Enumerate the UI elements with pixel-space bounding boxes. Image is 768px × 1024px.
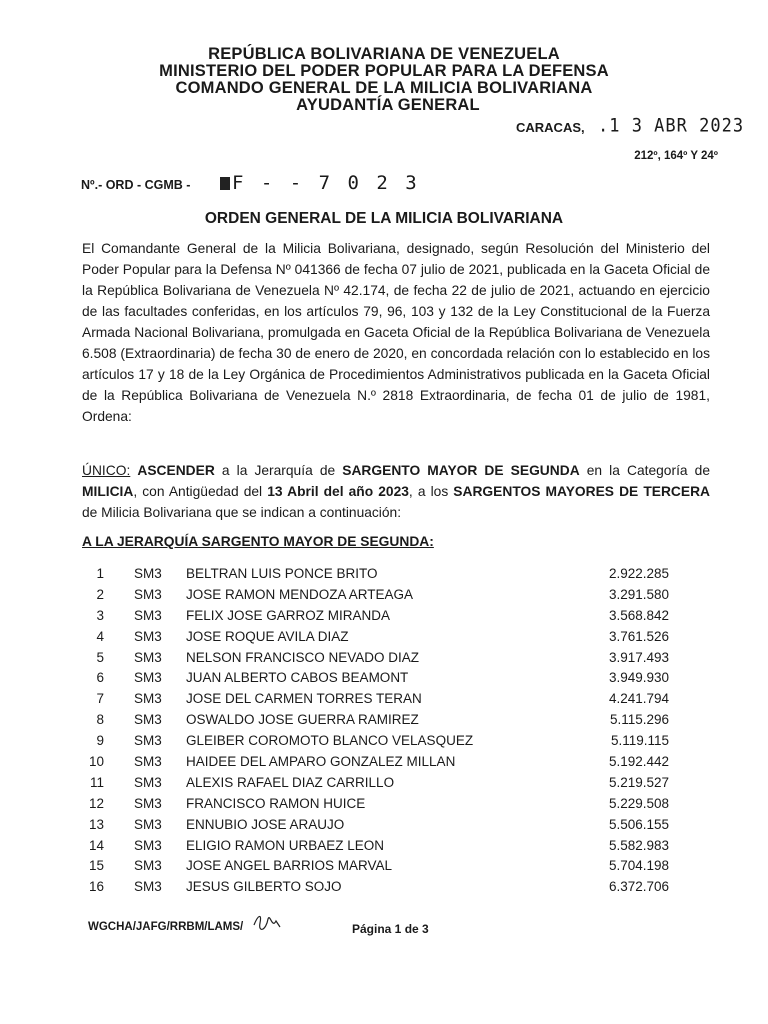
years-line: 212º, 164º Y 24º: [634, 150, 718, 162]
row-name: FRANCISCO RAMON HUICE: [186, 795, 366, 811]
row-name: JESUS GILBERTO SOJO: [186, 879, 342, 895]
row-name: ALEXIS RAFAEL DIAZ CARRILLO: [186, 774, 395, 790]
row-number: 13: [88, 816, 104, 832]
text-fragment: de Milicia Bolivariana que se indican a continuación:: [82, 505, 402, 520]
list-subheading: A LA JERARQUÍA SARGENTO MAYOR DE SEGUNDA:: [82, 534, 434, 549]
row-number: 3: [96, 607, 104, 623]
row-id: 4.241.794: [608, 691, 669, 707]
promotion-table: [82, 563, 669, 897]
unico-label: ÚNICO:: [82, 463, 131, 478]
text-fragment: a la Jerarquía de: [214, 463, 343, 478]
header-line-ministry: MINISTERIO DEL PODER POPULAR PARA LA DEFENSA: [159, 62, 609, 80]
row-number: 16: [88, 879, 104, 895]
footer-initials: WGCHA/JAFG/RRBM/LAMS/: [88, 921, 244, 933]
row-grade: SM3: [134, 565, 162, 581]
resolution-paragraph: [82, 460, 710, 523]
table-row: [82, 667, 669, 688]
category: MILICIA: [82, 484, 134, 499]
row-number: 7: [96, 691, 104, 707]
row-name: ENNUBIO JOSE ARAUJO: [186, 816, 345, 832]
table-row: [82, 605, 669, 626]
text-fragment: , a los: [408, 484, 454, 499]
row-grade: SM3: [134, 712, 162, 728]
row-id: 3.949.930: [608, 670, 669, 686]
row-number: 1: [96, 565, 104, 581]
row-id: 5.582.983: [608, 837, 669, 853]
row-number: 10: [88, 753, 104, 769]
row-grade: SM3: [134, 816, 162, 832]
row-grade: SM3: [134, 733, 162, 749]
row-name: BELTRAN LUIS PONCE BRITO: [186, 565, 378, 581]
row-id: 3.291.580: [608, 586, 669, 602]
table-row: [82, 814, 669, 835]
table-row: [82, 835, 669, 856]
row-grade: SM3: [134, 649, 162, 665]
row-id: 5.229.508: [608, 795, 669, 811]
row-name: ELIGIO RAMON URBAEZ LEON: [186, 837, 385, 853]
row-id: 5.115.296: [609, 712, 669, 728]
table-row: [82, 563, 669, 584]
row-name: HAIDEE DEL AMPARO GONZALEZ MILLAN: [186, 753, 456, 769]
row-id: 2.922.285: [608, 565, 669, 581]
header-line-command: COMANDO GENERAL DE LA MILICIA BOLIVARIANA: [175, 79, 593, 97]
row-name: JOSE DEL CARMEN TORRES TERAN: [186, 691, 422, 707]
table-row: [82, 709, 669, 730]
row-name: JOSE ROQUE AVILA DIAZ: [186, 628, 349, 644]
table-row: [82, 647, 669, 668]
row-id: 5.506.155: [608, 816, 669, 832]
row-id: 5.119.115: [610, 733, 669, 749]
row-id: 3.761.526: [608, 628, 669, 644]
document-header: [0, 46, 768, 114]
row-name: FELIX JOSE GARROZ MIRANDA: [186, 607, 391, 623]
table-row: [82, 626, 669, 647]
row-name: NELSON FRANCISCO NEVADO DIAZ: [186, 649, 420, 665]
order-number-stamp: [220, 172, 420, 194]
row-grade: SM3: [134, 795, 162, 811]
row-number: 8: [96, 712, 104, 728]
row-grade: SM3: [134, 858, 162, 874]
row-grade: SM3: [134, 837, 162, 853]
row-name: OSWALDO JOSE GUERRA RAMIREZ: [186, 712, 419, 728]
table-row: [82, 730, 669, 751]
table-row: [82, 751, 669, 772]
preamble-paragraph: El Comandante General de la Milicia Bolivariana, designado, según Resolución del Ministerio del Poder Popular para la Defensa Nº 041366 de fecha 07 julio de 2021, publicada en la Gaceta Oficial de la República Bolivariana de Venezuela Nº 42.174, de fecha 22 de julio de 2021, actuando en ejercicio de las facultades conferidas, en los artículos 79, 96, 103 y 132 de la Ley Constitucional de la Fuerza Armada Nacional Bolivariana, promulgada en Gaceta Oficial de la República Bolivariana de Venezuela 6.508 (Extraordinaria) de fecha 30 de enero de 2020, en concordada relación con lo establecido en los artículos 17 y 18 de la Ley Orgánica de Procedimientos Administrativos publicada en la Gaceta Oficial de la República Bolivariana de Venezuela N.º 2818 Extraordinaria, de fecha 01 de julio de 1981, Ordena:: [82, 241, 710, 424]
row-grade: SM3: [134, 691, 162, 707]
row-number: 15: [88, 858, 104, 874]
table-row: [82, 584, 669, 605]
text-fragment: , con Antigüedad del: [133, 484, 268, 499]
row-id: 6.372.706: [608, 879, 669, 895]
page-number: Página 1 de 3: [352, 922, 429, 936]
source-rank: SARGENTOS MAYORES DE TERCERA: [453, 484, 711, 499]
row-name: JOSE RAMON MENDOZA ARTEAGA: [186, 586, 414, 602]
table-row: [82, 772, 669, 793]
row-grade: SM3: [134, 586, 162, 602]
row-name: JUAN ALBERTO CABOS BEAMONT: [186, 670, 409, 686]
row-grade: SM3: [134, 607, 162, 623]
target-rank: SARGENTO MAYOR DE SEGUNDA: [342, 463, 580, 478]
header-line-office: AYUDANTÍA GENERAL: [296, 96, 480, 114]
ink-blot: [220, 177, 230, 190]
row-id: 5.192.442: [608, 753, 669, 769]
row-name: GLEIBER COROMOTO BLANCO VELASQUEZ: [186, 733, 474, 749]
row-number: 14: [88, 837, 104, 853]
order-number: F - - 7 0 2 3: [232, 172, 420, 194]
row-number: 12: [88, 795, 104, 811]
date-stamp: .1 3 ABR 2023: [598, 115, 745, 137]
row-number: 5: [96, 649, 104, 665]
row-grade: SM3: [134, 753, 162, 769]
row-grade: SM3: [134, 628, 162, 644]
row-grade: SM3: [134, 670, 162, 686]
row-number: 9: [96, 733, 104, 749]
row-name: JOSE ANGEL BARRIOS MARVAL: [186, 858, 393, 874]
row-id: 3.917.493: [608, 649, 669, 665]
row-grade: SM3: [134, 774, 162, 790]
row-number: 11: [89, 774, 104, 790]
table-row: [82, 855, 669, 876]
row-id: 5.219.527: [608, 774, 669, 790]
place-label: CARACAS,: [516, 120, 585, 135]
order-prefix: Nº.- ORD - CGMB -: [81, 178, 191, 192]
row-number: 2: [96, 586, 104, 602]
row-id: 3.568.842: [608, 607, 669, 623]
handwritten-initials: [252, 911, 282, 933]
text-fragment: en la Categoría de: [579, 463, 710, 478]
row-id: 5.704.198: [608, 858, 669, 874]
seniority-date: 13 Abril del año 2023: [267, 484, 409, 499]
ascender-word: ASCENDER: [137, 463, 215, 478]
row-number: 4: [96, 628, 104, 644]
table-row: [82, 876, 669, 897]
row-grade: SM3: [134, 879, 162, 895]
table-row: [82, 688, 669, 709]
document-title: ORDEN GENERAL DE LA MILICIA BOLIVARIANA: [204, 210, 564, 227]
header-line-republic: REPÚBLICA BOLIVARIANA DE VENEZUELA: [208, 45, 560, 63]
table-row: [82, 793, 669, 814]
row-number: 6: [96, 670, 104, 686]
